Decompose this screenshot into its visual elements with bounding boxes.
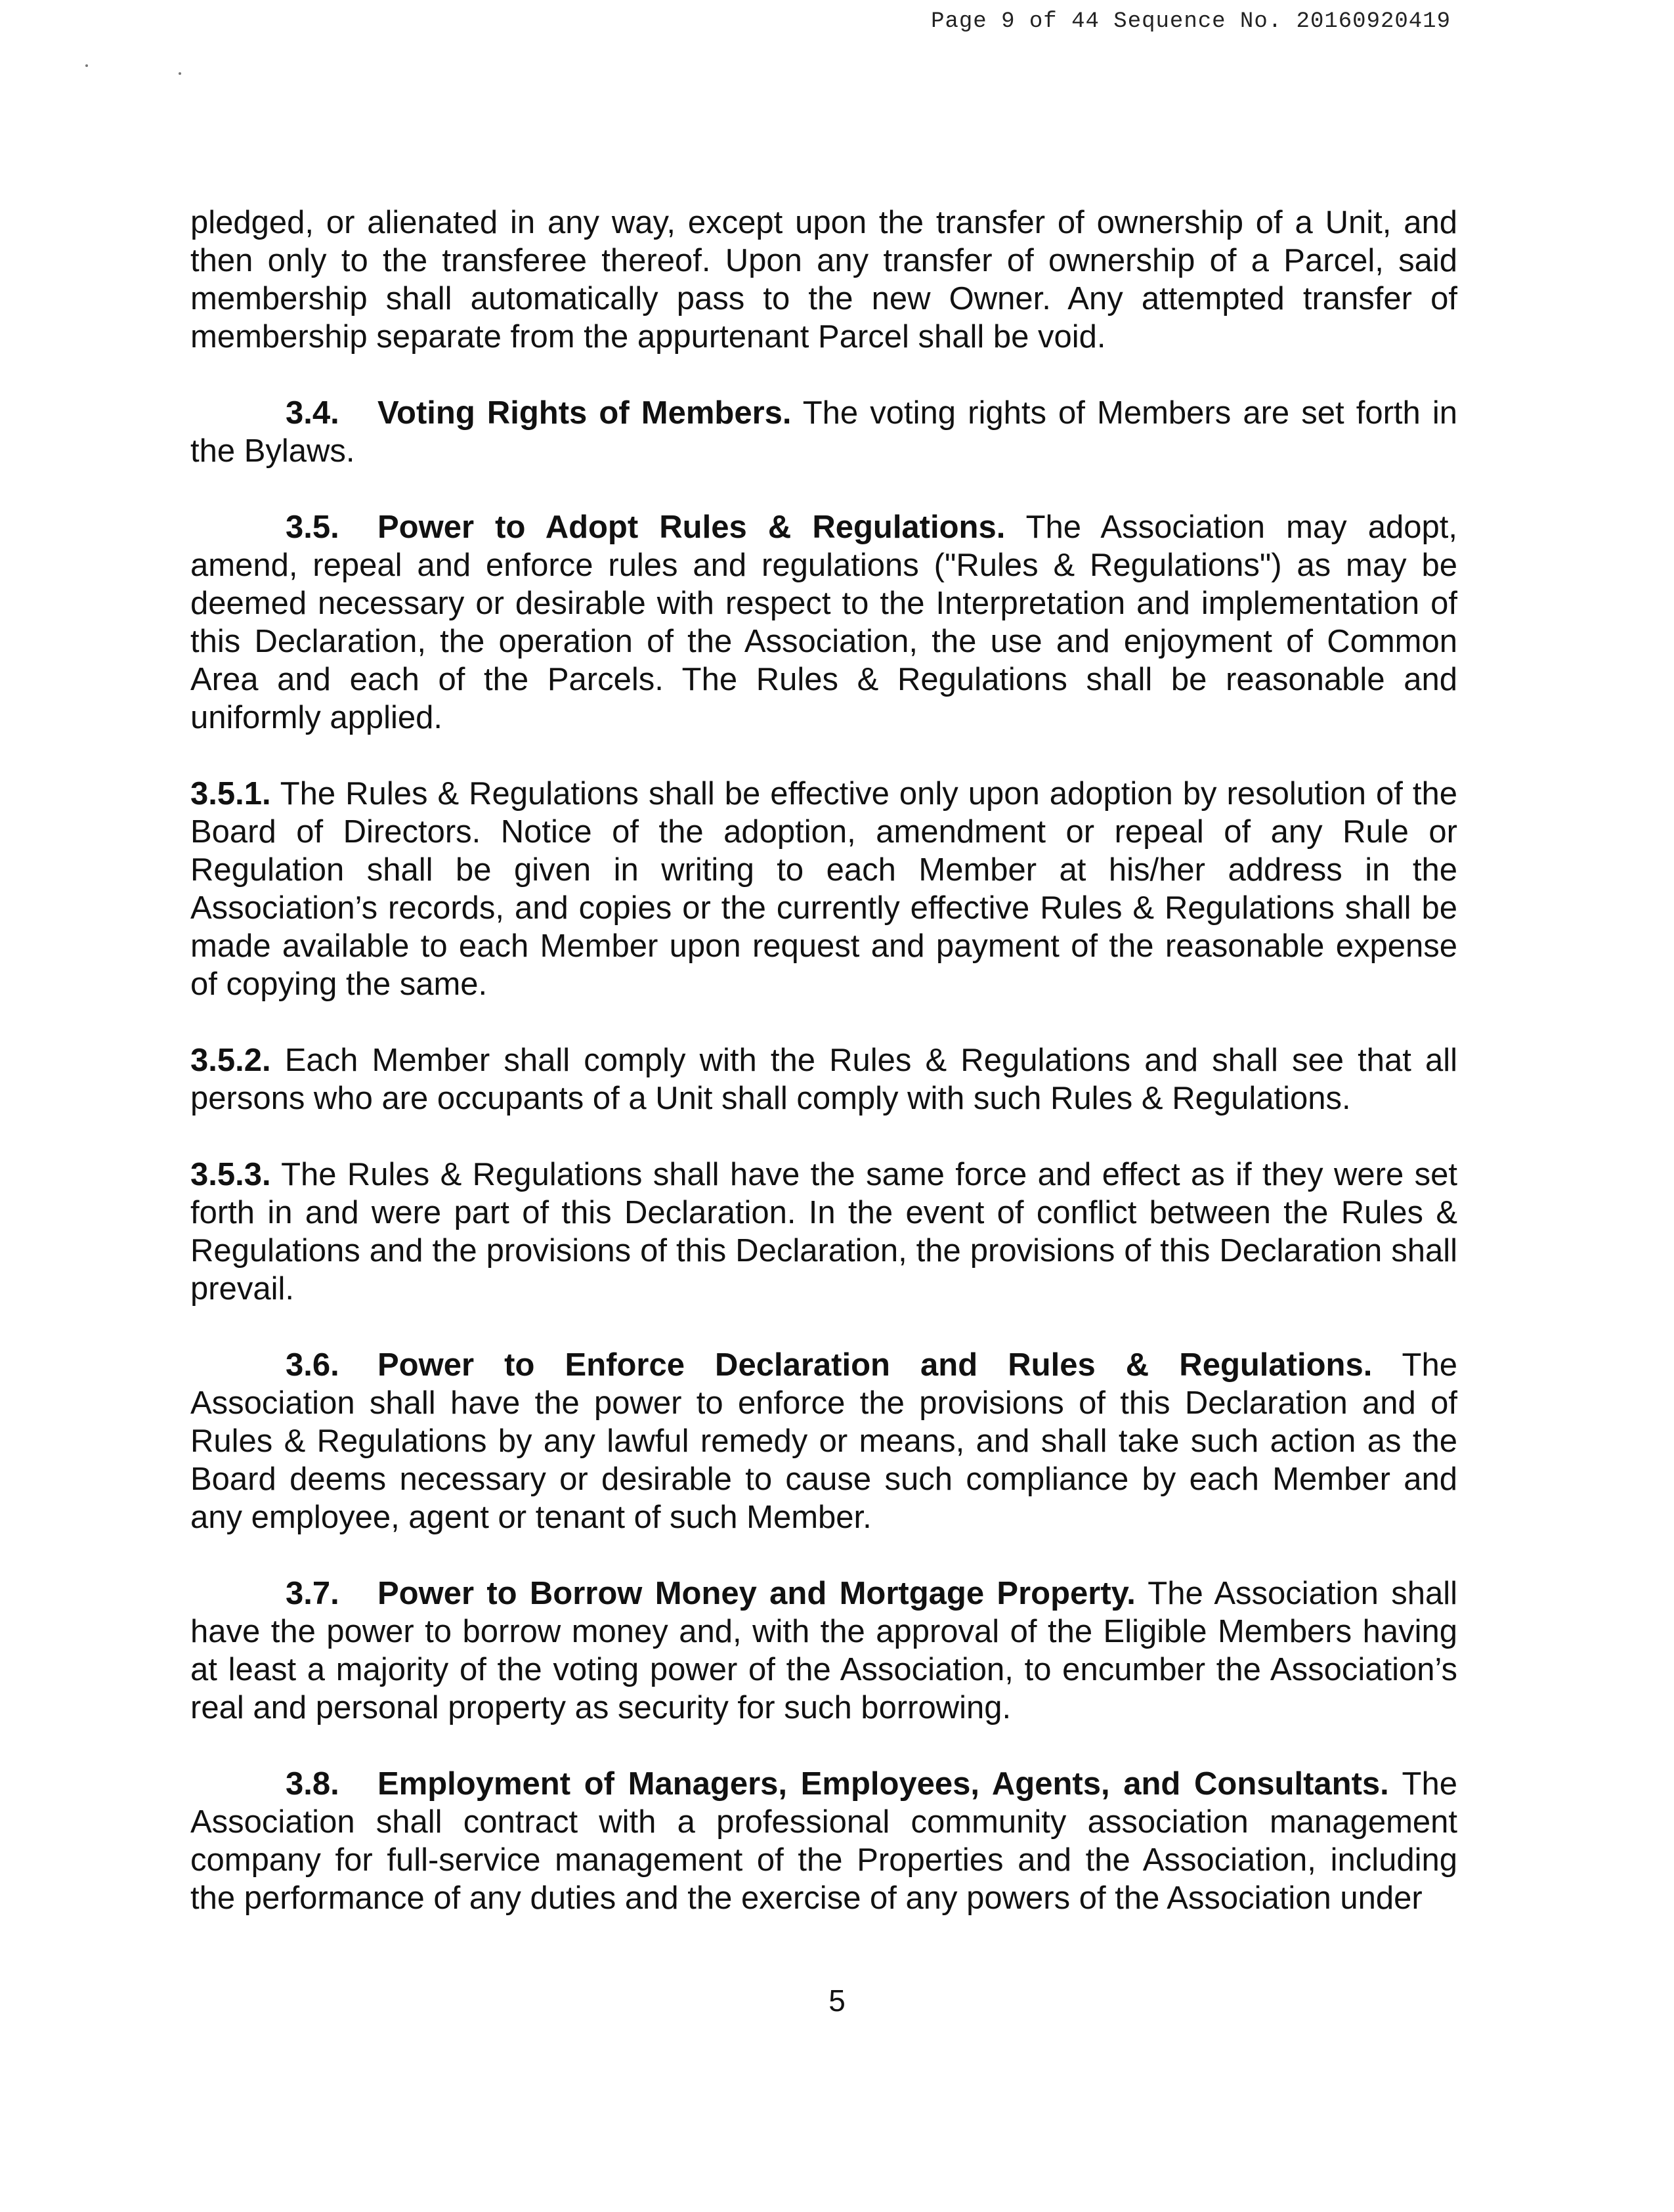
page-number: 5 [828,1984,846,2018]
section-number: 3.5.2. [190,1043,271,1078]
section-3-5-3 [190,1156,1457,1308]
section-number: 3.6. [286,1347,339,1383]
scan-specks [85,64,184,77]
section-3-5 [190,508,1457,737]
section-heading: Power to Borrow Money and Mortgage Property. [377,1576,1136,1611]
section-heading: Employment of Managers, Employees, Agents, and Consultants. [377,1766,1389,1802]
section-3-8 [190,1765,1457,1917]
section-text: The Rules & Regulations shall be effective only upon adoption by resolution of the Board of Directors. Notice of the adoption, amendment or repeal of any Rule or Regulation shall be given in writing to each Member at his/her address in the Association’s records, and copies or the currently effective Rules & Regulations shall be made available to each Member upon request and payment of the reasonable expense of copying the same. [190,776,1457,1002]
paragraph-text: pledged, or alienated in any way, except upon the transfer of ownership of a Unit, and then only to the transferee thereof. Upon any transfer of ownership of a Parcel, said membership shall automatically pass to the new Owner. Any attempted transfer of membership separate from the appurtenant Parcel shall be void. [190,205,1457,355]
section-text: The voting rights of Members are set forth in the Bylaws. [190,395,1458,469]
section-number: 3.4. [286,395,339,431]
scan-speck [85,64,88,67]
document-body [190,204,1457,1955]
section-number: 3.5. [286,510,339,545]
section-3-6 [190,1346,1457,1536]
section-text: The Rules & Regulations shall have the same force and effect as if they were set forth in and were part of this Declaration. In the event of conflict between the Rules & Regulations and the provisions of this Declaration, the provisions of this Declaration shall prevail. [190,1157,1457,1307]
section-heading: Voting Rights of Members. [377,395,792,431]
section-number: 3.8. [286,1766,339,1802]
scan-speck [179,72,181,75]
sequence-header: Page 9 of 44 Sequence No. 20160920419 [931,9,1451,34]
section-number: 3.5.3. [190,1157,271,1192]
section-text: The Association may adopt, amend, repeal and enforce rules and regulations ("Rules & Regulations") as may be deemed necessary or desirable with respect to the Interpretation and implementation of this Declaration, the operation of the Association, the use and enjoyment of Common Area and each of the Parcels. The Rules & Regulations shall be reasonable and uniformly applied. [190,510,1458,735]
continuation-paragraph [190,204,1457,356]
section-text: The Association shall contract with a professional community association management company for full-service management of the Properties and the Association, including the performance of any duties and the exercise of any powers of the Association under [190,1766,1457,1916]
section-text: Each Member shall comply with the Rules & Regulations and shall see that all persons who are occupants of a Unit shall comply with such Rules & Regulations. [190,1043,1457,1116]
section-heading: Power to Enforce Declaration and Rules & Regulations. [377,1347,1373,1383]
section-number: 3.7. [286,1576,339,1611]
section-3-7 [190,1574,1457,1727]
section-3-5-2 [190,1041,1457,1117]
section-3-4 [190,394,1457,470]
section-3-5-1 [190,775,1457,1003]
section-number: 3.5.1. [190,776,271,812]
section-heading: Power to Adopt Rules & Regulations. [377,510,1006,545]
section-text: The Association shall have the power to enforce the provisions of this Declaration and of Rules & Regulations by any lawful remedy or means, and shall take such action as the Board deems necessary or desirable to cause such compliance by each Member and any employee, agent or tenant of such Member. [190,1347,1457,1535]
section-text: The Association shall have the power to borrow money and, with the approval of the Eligible Members having at least a majority of the voting power of the Association, to encumber the Association’s real and personal property as security for such borrowing. [190,1576,1457,1725]
